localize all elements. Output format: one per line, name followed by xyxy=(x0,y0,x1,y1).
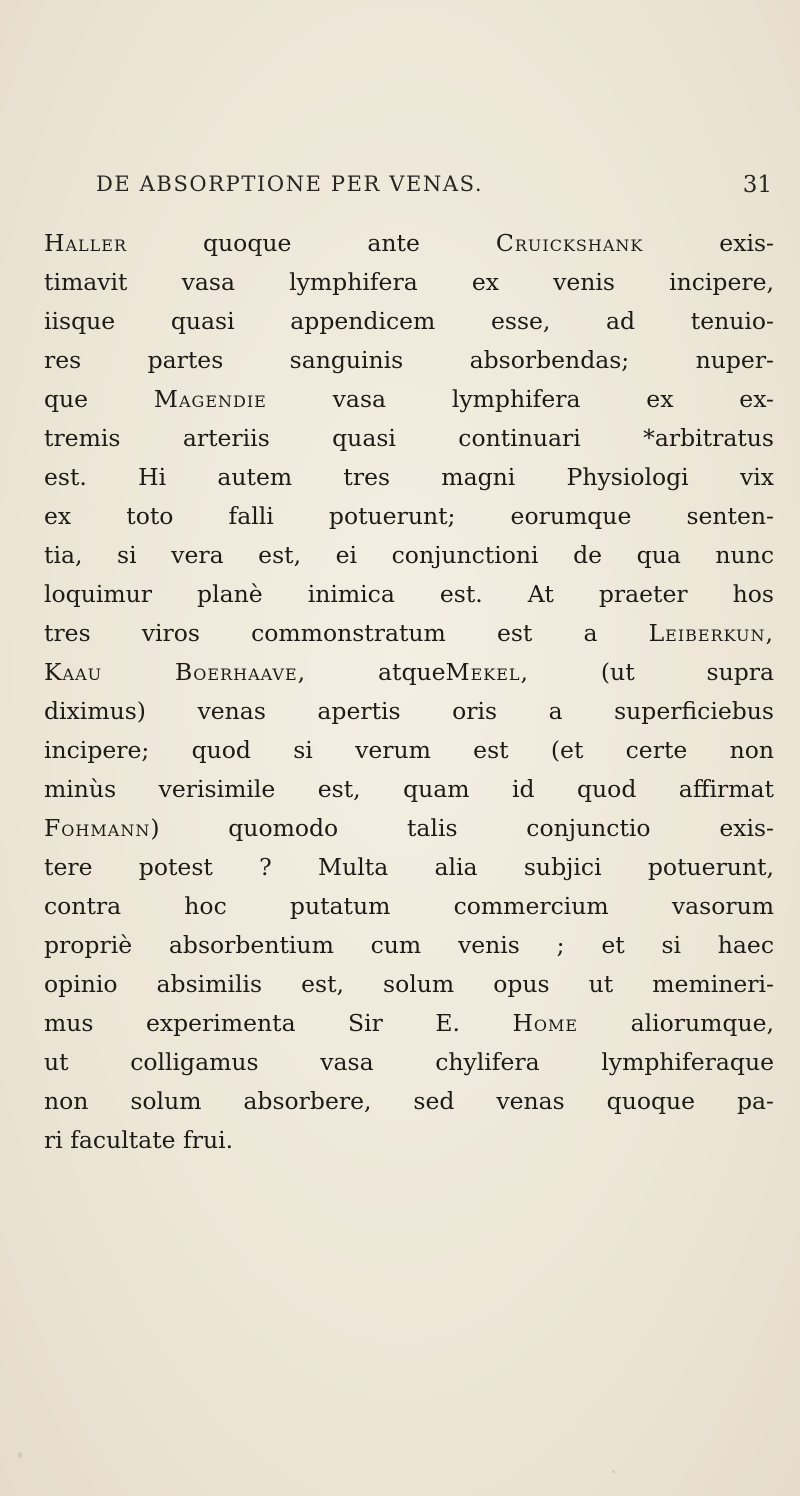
text-run: ex toto falli potuerunt; eorumque senten- xyxy=(44,502,774,530)
text-line xyxy=(44,653,774,692)
person-name: Home xyxy=(512,1009,579,1037)
text-run: mus experimenta Sir E. xyxy=(44,1009,513,1037)
text-run: exis- xyxy=(643,229,774,257)
text-line xyxy=(44,536,774,575)
text-line xyxy=(44,224,774,263)
text-line xyxy=(44,575,774,614)
page-number: 31 xyxy=(742,172,772,198)
text-line xyxy=(44,419,774,458)
text-line xyxy=(44,770,774,809)
text-line xyxy=(44,1004,774,1043)
text-run: (ut supra xyxy=(529,658,774,686)
body-paragraph xyxy=(44,224,774,1160)
running-head-title: DE ABSORPTIONE PER VENAS. xyxy=(96,172,484,196)
text-run: tremis arteriis quasi continuari *arbitratus xyxy=(44,424,774,452)
person-name: Magendie xyxy=(153,385,267,413)
text-run: minùs verisimile est, quam id quod affirmat xyxy=(44,775,774,803)
person-name: Cruickshank xyxy=(495,229,644,257)
text-line xyxy=(44,302,774,341)
text-line xyxy=(44,887,774,926)
text-run: contra hoc putatum commercium vasorum xyxy=(44,892,774,920)
text-run: incipere; quod si verum est (et certe non xyxy=(44,736,774,764)
text-run: aliorumque, xyxy=(578,1009,774,1037)
text-run: tere potest ? Multa alia subjici potuerunt, xyxy=(44,853,774,881)
text-line xyxy=(44,1121,774,1160)
text-run: ri facultate frui. xyxy=(44,1126,234,1154)
text-run: tres viros commonstratum est a xyxy=(44,619,649,647)
text-run: est. Hi autem tres magni Physiologi vix xyxy=(44,463,774,491)
text-run: propriè absorbentium cum venis ; et si haec xyxy=(44,931,774,959)
text-line xyxy=(44,692,774,731)
text-run: opinio absimilis est, solum opus ut memineri- xyxy=(44,970,774,998)
text-line xyxy=(44,263,774,302)
text-line xyxy=(44,809,774,848)
text-run: iisque quasi appendicem esse, ad tenuio- xyxy=(44,307,774,335)
running-head xyxy=(96,172,772,202)
text-run: diximus) venas apertis oris a superficiebus xyxy=(44,697,774,725)
text-line xyxy=(44,497,774,536)
person-name: Mekel, xyxy=(445,658,530,686)
text-run: loquimur planè inimica est. At praeter hos xyxy=(44,580,774,608)
text-line xyxy=(44,458,774,497)
person-name: Kaau Boerhaave, xyxy=(44,658,307,686)
person-name: Fohmann xyxy=(44,814,151,842)
text-run: timavit vasa lymphifera ex venis incipere, xyxy=(44,268,774,296)
text-line xyxy=(44,965,774,1004)
text-line xyxy=(44,731,774,770)
text-run: non solum absorbere, sed venas quoque pa- xyxy=(44,1087,774,1115)
text-run: ut colligamus vasa chylifera lymphiferaque xyxy=(44,1048,774,1076)
person-name: Leiberkun, xyxy=(648,619,774,647)
paper-speck xyxy=(18,1452,22,1458)
text-run: atque xyxy=(306,658,446,686)
text-line xyxy=(44,848,774,887)
text-run: ) quomodo talis conjunctio exis- xyxy=(150,814,774,842)
text-line xyxy=(44,1043,774,1082)
text-run: res partes sanguinis absorbendas; nuper- xyxy=(44,346,774,374)
text-run: vasa lymphifera ex ex- xyxy=(266,385,774,413)
text-line xyxy=(44,341,774,380)
text-line xyxy=(44,1082,774,1121)
text-line xyxy=(44,614,774,653)
text-run: quoque ante xyxy=(127,229,496,257)
text-run: tia, si vera est, ei conjunctioni de qua nunc xyxy=(44,541,774,569)
text-line xyxy=(44,380,774,419)
text-line xyxy=(44,926,774,965)
text-run: que xyxy=(44,385,154,413)
person-name: Haller xyxy=(44,229,128,257)
paper-speck xyxy=(612,1470,615,1473)
